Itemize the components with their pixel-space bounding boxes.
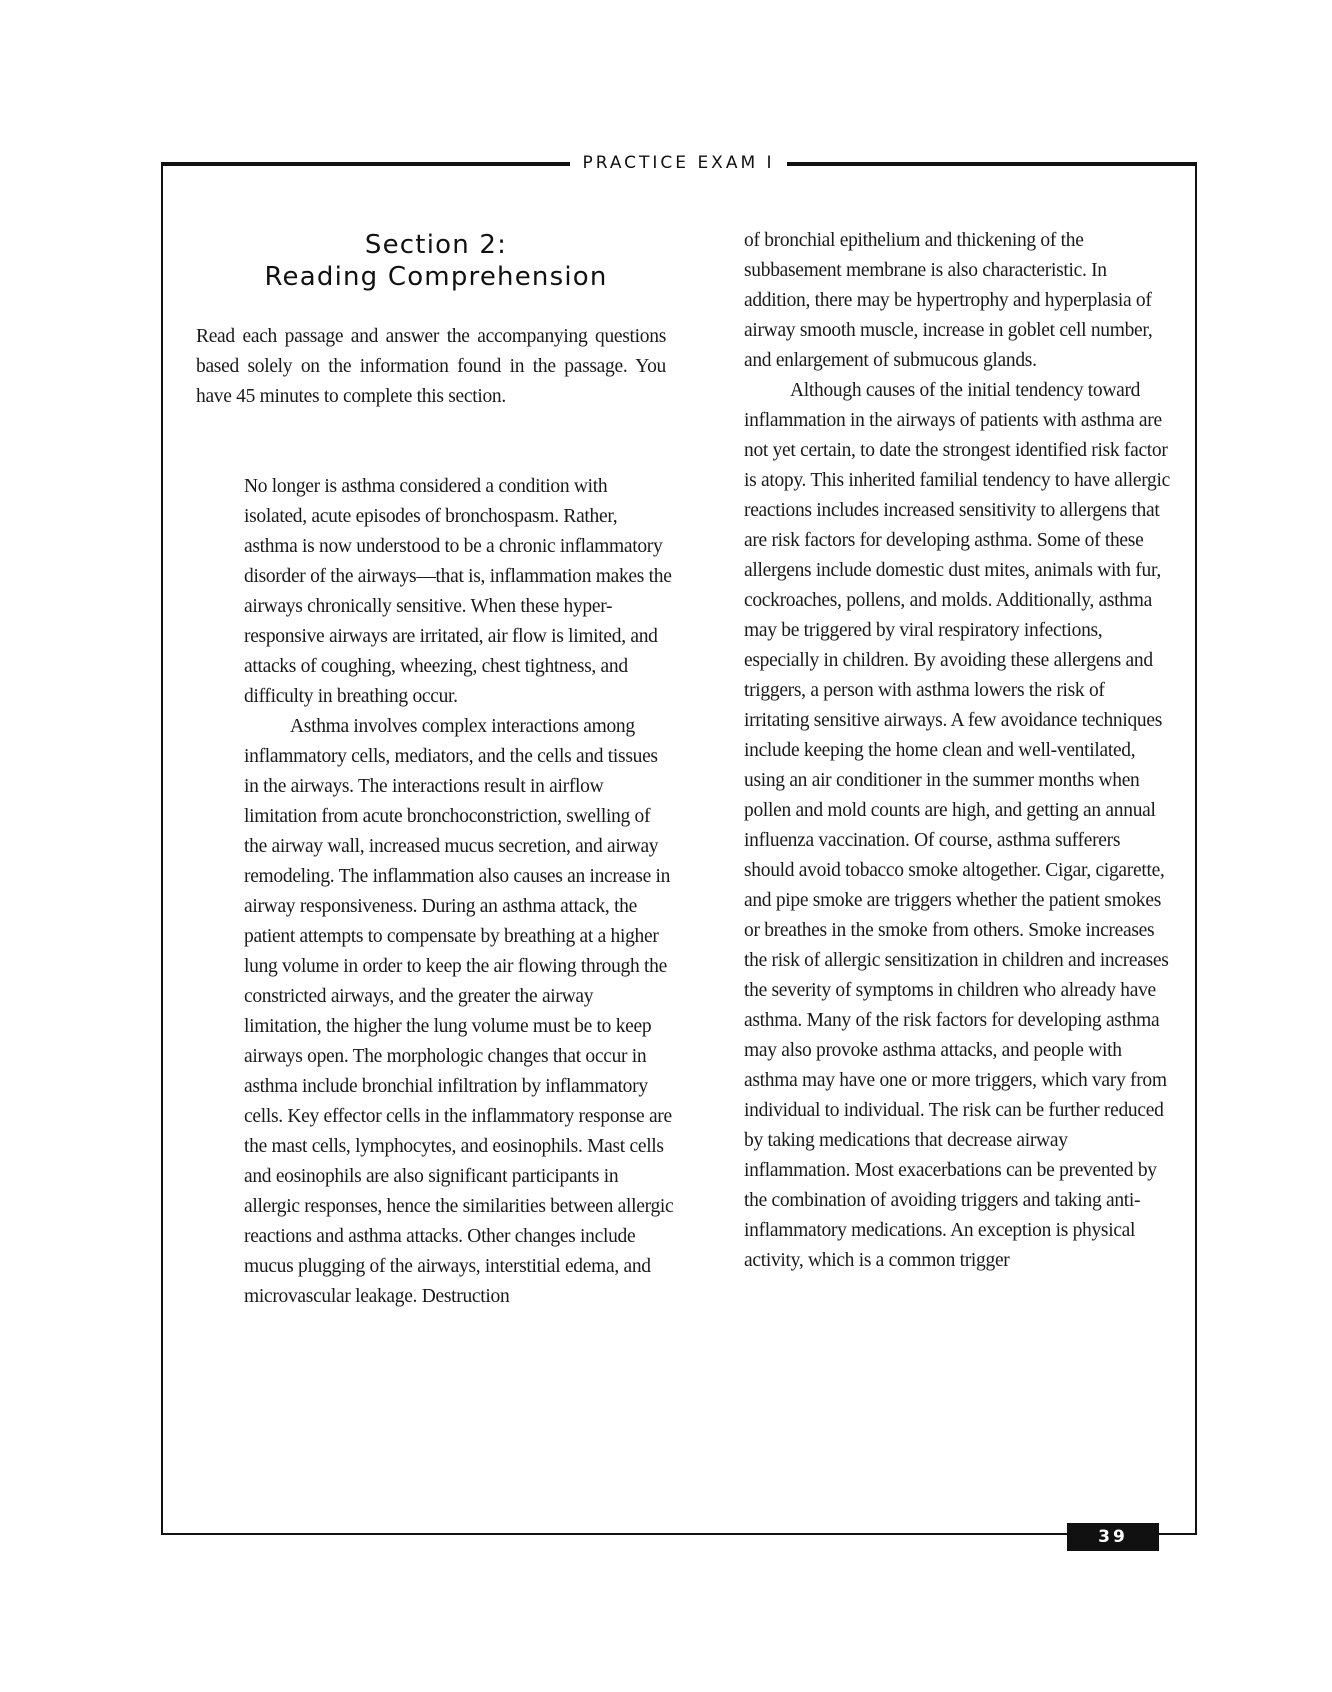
section-title-line-2: Reading Comprehension (264, 262, 608, 292)
section-instructions: Read each passage and answer the accompanying questions based solely on the information found in the passage. You have 45 minutes to complete this section. (196, 326, 666, 407)
running-head: PRACTICE EXAM I (582, 153, 775, 173)
passage-column-left (244, 472, 674, 1312)
section-title (196, 229, 676, 293)
page-number: 39 (1067, 1523, 1159, 1551)
passage-paragraph: No longer is asthma considered a condition with isolated, acute episodes of bronchospasm. Rather, asthma is now understood to be a chronic inflammatory disorder of the airways—that is, inflammation makes the airways chronically sensitive. When these hyper-responsive airways are irritated, air flow is limited, and attacks of coughing, wheezing, chest tightness, and difficulty in breathing occur. (244, 476, 672, 707)
passage-paragraph: Although causes of the initial tendency toward inflammation in the airways of patients with asthma are not yet certain, to date the strongest identified risk factor is atopy. This inherited familial tendency to have allergic reactions includes increased sensitivity to allergens that are risk factors for developing asthma. Some of these allergens include domestic dust mites, animals with fur, cockroaches, pollens, and molds. Additionally, asthma may be triggered by viral respiratory infections, especially in children. By avoiding these allergens and triggers, a person with asthma lowers the risk of irritating sensitive airways. A few avoidance techniques include keeping the home clean and well-ventilated, using an air conditioner in the summer months when pollen and mold counts are high, and getting an annual influenza vaccination. Of course, asthma sufferers should avoid tobacco smoke altogether. Cigar, cigarette, and pipe smoke are triggers whether the patient smokes or breathes in the smoke from others. Smoke increases the risk of allergic sensitization in children and increases the severity of symptoms in children who already have asthma. Many of the risk factors for developing asthma may also provoke asthma attacks, and people with asthma may have one or more triggers, which vary from individual to individual. The risk can be further reduced by taking medications that decrease airway inflammation. Most exacerbations can be prevented by the combination of avoiding triggers and taking anti-inflammatory medications. An exception is physical activity, which is a common trigger (744, 380, 1170, 1271)
passage-column-right (744, 226, 1174, 1276)
passage-paragraph: of bronchial epithelium and thickening of the subbasement membrane is also characteristic. In addition, there may be hypertrophy and hyperplasia of airway smooth muscle, increase in goblet cell number, and enlargement of submucous glands. (744, 230, 1153, 371)
passage-paragraph: Asthma involves complex interactions among inflammatory cells, mediators, and the cells and tissues in the airways. The interactions result in airflow limitation from acute bronchoconstriction, swelling of the airway wall, increased mucus secretion, and airway remodeling. The inflammation also causes an increase in airway responsiveness. During an asthma attack, the patient attempts to compensate by breathing at a higher lung volume in order to keep the air flowing through the constricted airways, and the greater the airway limitation, the higher the lung volume must be to keep airways open. The morphologic changes that occur in asthma include bronchial infiltration by inflammatory cells. Key effector cells in the inflammatory response are the mast cells, lymphocytes, and eosinophils. Mast cells and eosinophils are also significant participants in allergic responses, hence the similarities between allergic reactions and asthma attacks. Other changes include mucus plugging of the airways, interstitial edema, and microvascular leakage. Destruction (244, 716, 674, 1307)
section-title-line-1: Section 2: (364, 230, 508, 260)
